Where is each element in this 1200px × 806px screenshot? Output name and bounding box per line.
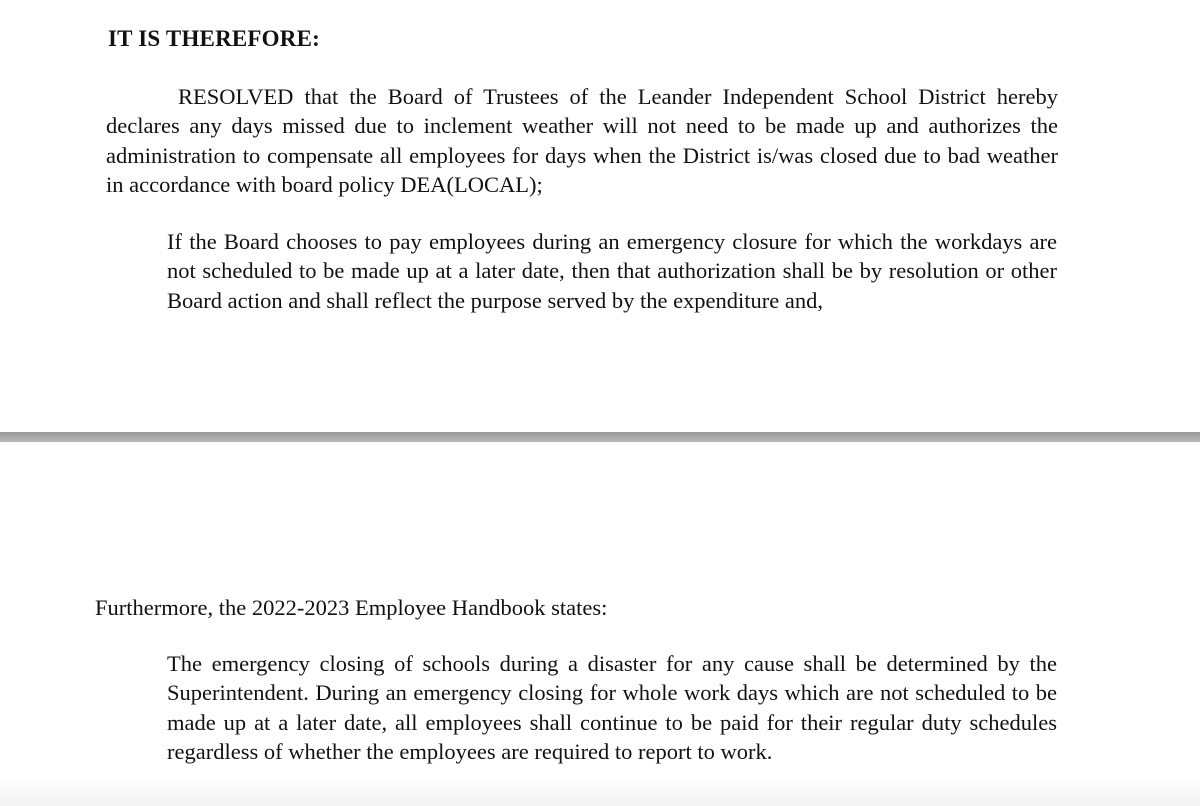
board-policy-quote: If the Board chooses to pay employees during an emergency closure for which the workdays are not scheduled to be made up at a later date, then that authorization shall be by resolution or other Board action and shall reflect the purpose served by the expenditure and,: [167, 229, 1057, 313]
employee-handbook-quote: The emergency closing of schools during a disaster for any cause shall be determined by the Superintendent. During an emergency closing for whole work days which are not scheduled to be made up at a later date, all employees shall continue to be paid for their regular duty schedules regardless of whether the employees are required to report to work.: [167, 651, 1057, 764]
page-break-divider: [0, 432, 1200, 442]
document-page-bottom: [0, 442, 1200, 806]
handbook-intro: Furthermore, the 2022-2023 Employee Handbook states:: [95, 595, 608, 620]
resolution-paragraph: RESOLVED that the Board of Trustees of the Leander Independent School District hereby declares any days missed due to inclement weather will not need to be made up and authorizes the administration to compensate all employees for days when the District is/was closed due to bad weather in accordance with board policy DEA(LOCAL);: [106, 84, 1058, 197]
section-heading: IT IS THEREFORE:: [108, 26, 320, 51]
